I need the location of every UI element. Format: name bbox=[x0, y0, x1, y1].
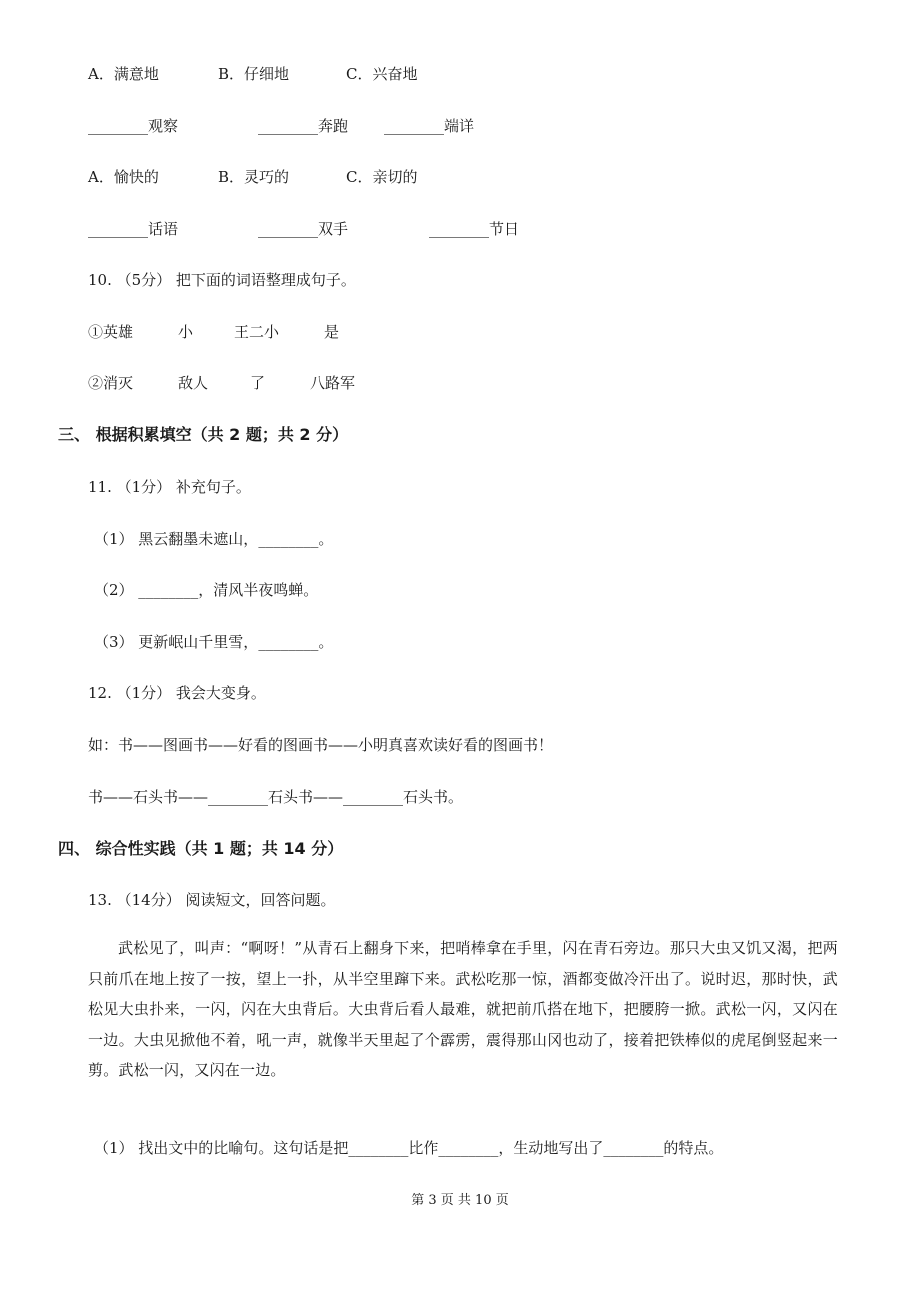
q11-item: （1） 黑云翻墨未遮山，________。 bbox=[94, 530, 334, 548]
q10-word: ②消灭 bbox=[88, 374, 134, 392]
q10-word: 小 bbox=[178, 323, 194, 341]
q10-word: 了 bbox=[250, 374, 266, 392]
q12-title: 12. （1分） 我会大变身。 bbox=[88, 684, 266, 702]
q9-option-b1: B．仔细地 bbox=[218, 65, 290, 83]
q9-blank-a1: ________观察 bbox=[88, 117, 179, 135]
q9-blank-b2: ________双手 bbox=[258, 220, 349, 238]
q9-option-a1: A．满意地 bbox=[88, 65, 159, 83]
page-footer: 第 3 页 共 10 页 bbox=[411, 1193, 509, 1208]
q10-title: 10. （5分） 把下面的词语整理成句子。 bbox=[88, 271, 356, 289]
q9-blank-b1: ________奔跑 bbox=[258, 117, 349, 135]
q9-option-c1: C．兴奋地 bbox=[346, 65, 418, 83]
q11-item: （3） 更新岷山千里雪，________。 bbox=[94, 633, 334, 651]
q10-word: 八路军 bbox=[310, 374, 356, 392]
q12-example: 如：书——图画书——好看的图画书——小明真喜欢读好看的图画书！ bbox=[88, 736, 554, 754]
section-4-heading: 四、 综合性实践（共 1 题；共 14 分） bbox=[58, 839, 344, 858]
q10-word: ①英雄 bbox=[88, 323, 134, 341]
q13-sub-question-1: （1） 找出文中的比喻句。这句话是把________比作________，生动地写出了________的特点。 bbox=[94, 1139, 724, 1157]
q11-item: （2） ________，清风半夜鸣蝉。 bbox=[94, 581, 319, 599]
q11-title: 11. （1分） 补充句子。 bbox=[88, 478, 251, 496]
q10-word: 敌人 bbox=[178, 374, 209, 392]
q13-passage: 武松见了，叫声：“啊呀！”从青石上翻身下来，把哨棒拿在手里，闪在青石旁边。那只大虫又饥又渴，把两只前爪在地上按了一按，望上一扑，从半空里蹿下来。武松吃那一惊，酒都变做冷汗出了。说时迟，那时快，武松见大虫扑来，一闪，闪在大虫背后。大虫背后看人最难，就把前爪搭在地下，把腰胯一掀。武松一闪，又闪在一边。大虫见掀他不着，吼一声，就像半天里起了个霹雳，震得那山冈也动了，接着把铁棒似的虎尾倒竖起来一剪。武松一闪，又闪在一边。 bbox=[88, 939, 838, 1079]
q9-blank-c2: ________节日 bbox=[429, 220, 520, 238]
q9-option-c2: C．亲切的 bbox=[346, 168, 418, 186]
q9-option-b2: B．灵巧的 bbox=[218, 168, 290, 186]
q10-word: 是 bbox=[324, 323, 340, 341]
q10-word: 王二小 bbox=[234, 323, 280, 341]
q9-blank-a2: ________话语 bbox=[88, 220, 179, 238]
q12-task: 书——石头书——________石头书——________石头书。 bbox=[88, 788, 464, 806]
section-3-heading: 三、 根据积累填空（共 2 题；共 2 分） bbox=[58, 425, 349, 444]
q9-option-a2: A．愉快的 bbox=[88, 168, 159, 186]
q9-blank-c1: ________端详 bbox=[384, 117, 475, 135]
q13-title: 13. （14分） 阅读短文，回答问题。 bbox=[88, 891, 336, 909]
